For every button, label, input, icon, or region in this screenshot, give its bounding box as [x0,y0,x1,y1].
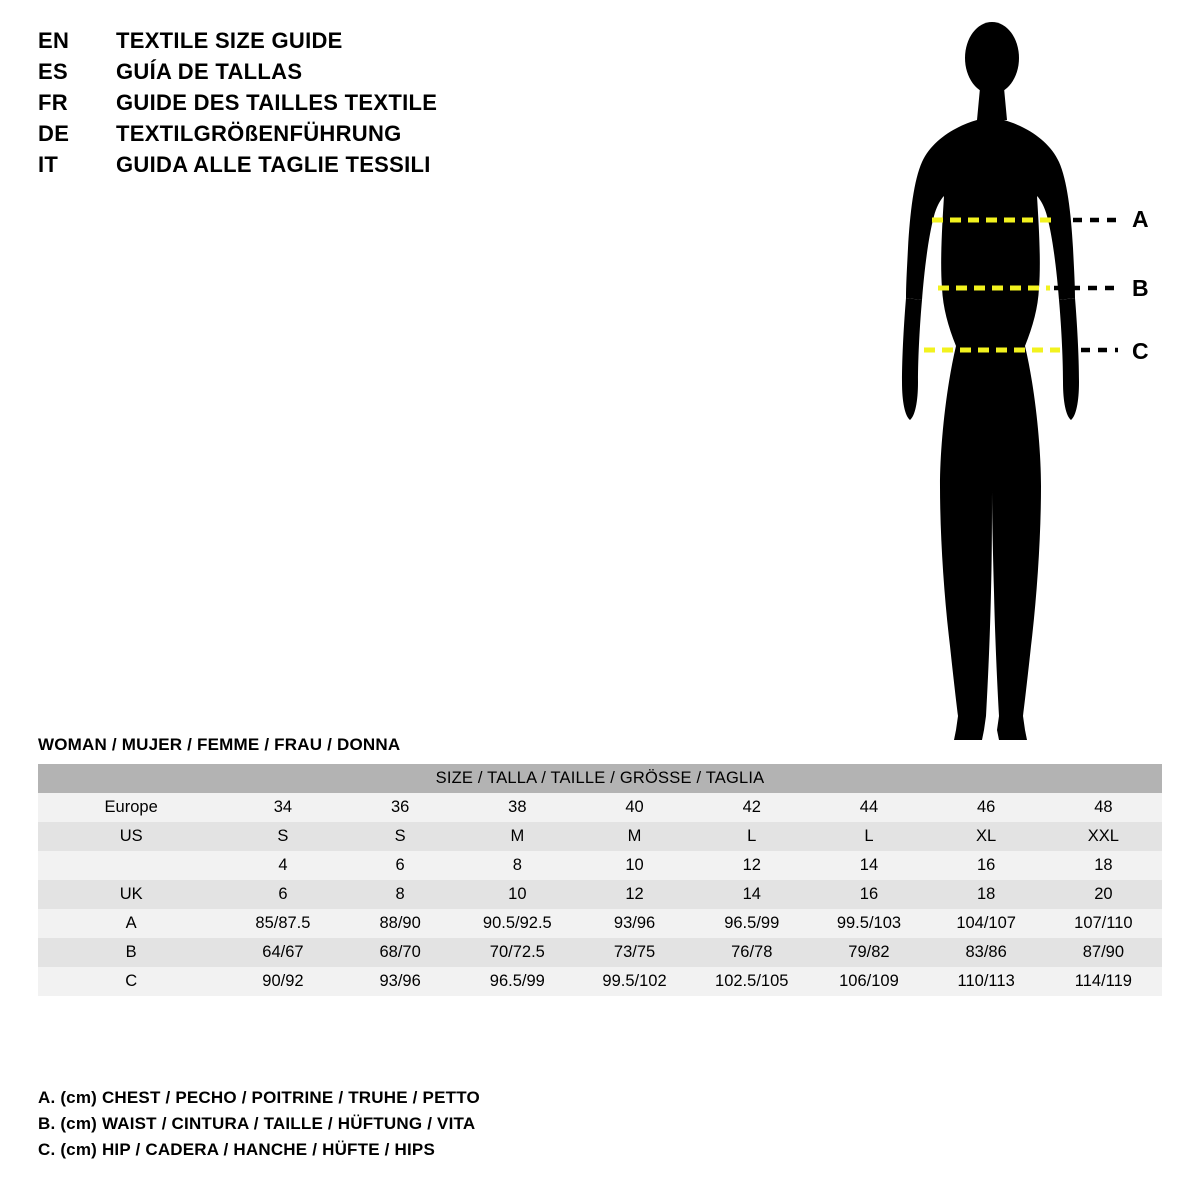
cell-value: 42 [742,798,761,816]
cell-value: 6 [395,856,405,874]
measure-label-b: B [1132,275,1149,301]
cell-value: 20 [1094,885,1113,903]
row-label: US [119,827,143,845]
title-row-de [38,121,658,152]
measurement-figure [860,16,1190,746]
table-row [38,938,1162,967]
cell-value: 104/107 [956,914,1016,932]
cell-value: 6 [278,885,288,903]
cell-value: 12 [742,856,761,874]
legend-line-b: B. (cm) WAIST / CINTURA / TAILLE / HÜFTUNG / VITA [38,1114,476,1133]
cell-value: 44 [859,798,879,816]
cell-value: 8 [395,885,405,903]
cell-value: 8 [512,856,522,874]
cell-value: 110/113 [957,972,1015,990]
table-row [38,967,1162,996]
cell-value: 93/96 [613,914,656,932]
cell-value: 12 [625,885,644,903]
title-lang-de: DE [38,121,70,146]
legend-line-c: C. (cm) HIP / CADERA / HANCHE / HÜFTE / HIPS [38,1140,436,1159]
row-label: UK [119,885,143,903]
cell-value: 4 [278,856,288,874]
cell-value: 73/75 [613,943,656,961]
cell-value: 14 [742,885,761,903]
cell-value: XL [976,827,997,845]
table-row [38,851,1162,880]
cell-value: M [627,827,642,845]
cell-value: 70/72.5 [489,943,545,961]
cell-value: 107/110 [1074,914,1133,932]
table-caption: WOMAN / MUJER / FEMME / FRAU / DONNA [38,735,401,754]
cell-value: S [394,827,406,845]
cell-value: 38 [508,798,527,816]
title-row-es [38,59,658,90]
table-header-label: SIZE / TALLA / TAILLE / GRÖSSE / TAGLIA [435,769,765,787]
cell-value: 16 [859,885,879,903]
table-header-row [38,764,1162,793]
table-row [38,909,1162,938]
title-lang-it: IT [38,152,59,177]
measure-label-c: C [1132,338,1149,364]
cell-value: 99.5/102 [602,972,667,990]
cell-value: 40 [625,798,644,816]
cell-value: 68/70 [379,943,421,961]
cell-value: 34 [273,798,293,816]
size-table [38,764,1162,996]
title-block [38,28,658,183]
size-table-section [38,735,1162,996]
table-row [38,822,1162,851]
cell-value: L [747,827,757,845]
legend-block [38,1088,738,1166]
title-lang-fr: FR [38,90,68,115]
cell-value: 102.5/105 [715,972,789,990]
cell-value: 87/90 [1082,943,1125,961]
cell-value: 16 [976,856,996,874]
row-label: B [125,943,137,961]
cell-value: 64/67 [262,943,304,961]
row-label: A [125,914,137,932]
cell-value: 96.5/99 [489,972,545,990]
cell-value: 10 [625,856,644,874]
title-text-fr: GUIDE DES TAILLES TEXTILE [116,90,438,115]
row-label [38,851,224,880]
cell-value: L [864,827,874,845]
legend-line-a: A. (cm) CHEST / PECHO / POITRINE / TRUHE / PETTO [38,1088,480,1107]
title-lang-es: ES [38,59,68,84]
table-row [38,880,1162,909]
cell-value: 90/92 [262,972,304,990]
title-text-de: TEXTILGRÖßENFÜHRUNG [116,121,402,146]
cell-value: 18 [976,885,996,903]
cell-value: M [510,827,525,845]
cell-value: 99.5/103 [836,914,902,932]
cell-value: 85/87.5 [255,914,311,932]
cell-value: 18 [1094,856,1113,874]
title-text-es: GUÍA DE TALLAS [116,59,303,84]
title-row-fr [38,90,658,121]
measure-label-a: A [1132,206,1149,232]
table-row [38,793,1162,822]
title-text-it: GUIDA ALLE TAGLIE TESSILI [116,152,431,177]
title-row-en [38,28,658,59]
cell-value: 114/119 [1074,972,1132,990]
title-row-it [38,152,658,183]
cell-value: 46 [976,798,996,816]
cell-value: 14 [859,856,879,874]
title-lang-en: EN [38,28,70,53]
cell-value: S [277,827,289,845]
row-label: C [125,972,138,990]
cell-value: 76/78 [731,943,773,961]
cell-value: 93/96 [379,972,421,990]
cell-value: XXL [1087,827,1119,845]
row-label: Europe [104,798,158,816]
cell-value: 90.5/92.5 [482,914,552,932]
cell-value: 88/90 [379,914,421,932]
cell-value: 48 [1094,798,1113,816]
cell-value: 106/109 [839,972,899,990]
cell-value: 36 [390,798,410,816]
cell-value: 83/86 [965,943,1007,961]
cell-value: 10 [508,885,527,903]
title-text-en: TEXTILE SIZE GUIDE [116,28,343,53]
female-silhouette-icon [860,16,1190,746]
cell-value: 96.5/99 [724,914,780,932]
cell-value: 79/82 [848,943,890,961]
